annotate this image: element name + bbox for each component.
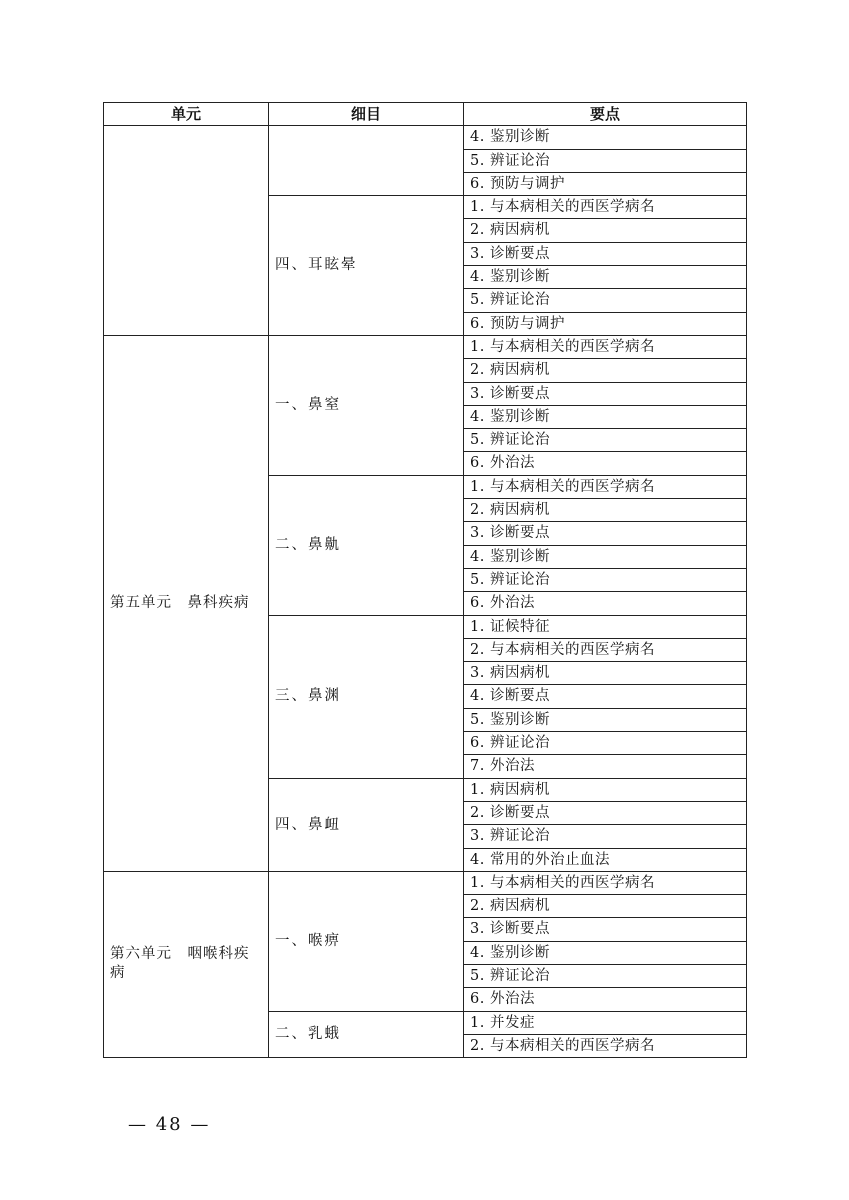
point-cell: 5. 辨证论治 — [464, 429, 747, 452]
point-cell: 3. 诊断要点 — [464, 242, 747, 265]
point-cell: 1. 与本病相关的西医学病名 — [464, 196, 747, 219]
point-cell: 3. 病因病机 — [464, 662, 747, 685]
point-cell: 4. 鉴别诊断 — [464, 266, 747, 289]
header-unit: 单元 — [104, 103, 269, 126]
point-cell: 1. 与本病相关的西医学病名 — [464, 871, 747, 894]
unit-cell: 第五单元 鼻科疾病 — [104, 335, 269, 871]
point-cell: 4. 鉴别诊断 — [464, 405, 747, 428]
point-cell: 6. 外治法 — [464, 592, 747, 615]
point-cell: 2. 病因病机 — [464, 219, 747, 242]
point-cell: 2. 与本病相关的西医学病名 — [464, 638, 747, 661]
unit-cell: 第六单元 咽喉科疾病 — [104, 871, 269, 1057]
point-cell: 1. 并发症 — [464, 1011, 747, 1034]
item-cell: 二、乳蛾 — [269, 1011, 464, 1058]
point-cell: 3. 诊断要点 — [464, 918, 747, 941]
point-cell: 6. 辨证论治 — [464, 732, 747, 755]
item-cell: 二、鼻鼽 — [269, 475, 464, 615]
point-cell: 6. 外治法 — [464, 452, 747, 475]
point-cell: 4. 鉴别诊断 — [464, 126, 747, 149]
item-cell — [269, 126, 464, 196]
point-cell: 5. 辨证论治 — [464, 289, 747, 312]
point-cell: 2. 诊断要点 — [464, 801, 747, 824]
point-cell: 6. 外治法 — [464, 988, 747, 1011]
table-row — [104, 871, 747, 894]
point-cell: 2. 病因病机 — [464, 499, 747, 522]
point-cell: 1. 病因病机 — [464, 778, 747, 801]
point-cell: 4. 常用的外治止血法 — [464, 848, 747, 871]
point-cell: 6. 预防与调护 — [464, 312, 747, 335]
table-row — [104, 126, 747, 149]
table-header-row — [104, 103, 747, 126]
point-cell: 5. 鉴别诊断 — [464, 708, 747, 731]
syllabus-table — [103, 102, 747, 1058]
point-cell: 3. 诊断要点 — [464, 522, 747, 545]
point-cell: 3. 诊断要点 — [464, 382, 747, 405]
point-cell: 5. 辨证论治 — [464, 568, 747, 591]
point-cell: 3. 辨证论治 — [464, 825, 747, 848]
point-cell: 4. 鉴别诊断 — [464, 545, 747, 568]
point-cell: 1. 与本病相关的西医学病名 — [464, 475, 747, 498]
item-cell: 一、鼻窒 — [269, 335, 464, 475]
point-cell: 2. 病因病机 — [464, 359, 747, 382]
point-cell: 5. 辨证论治 — [464, 964, 747, 987]
point-cell: 4. 鉴别诊断 — [464, 941, 747, 964]
item-cell: 四、鼻衄 — [269, 778, 464, 871]
point-cell: 1. 证候特征 — [464, 615, 747, 638]
point-cell: 2. 病因病机 — [464, 895, 747, 918]
page-number: — 48 — — [128, 1114, 211, 1135]
point-cell: 6. 预防与调护 — [464, 172, 747, 195]
point-cell: 4. 诊断要点 — [464, 685, 747, 708]
point-cell: 2. 与本病相关的西医学病名 — [464, 1034, 747, 1057]
header-item: 细目 — [269, 103, 464, 126]
item-cell: 一、喉痹 — [269, 871, 464, 1011]
unit-cell — [104, 126, 269, 336]
item-cell: 三、鼻渊 — [269, 615, 464, 778]
point-cell: 5. 辨证论治 — [464, 149, 747, 172]
header-point: 要点 — [464, 103, 747, 126]
table-body — [104, 126, 747, 1058]
point-cell: 7. 外治法 — [464, 755, 747, 778]
table-row — [104, 335, 747, 358]
item-cell: 四、耳眩晕 — [269, 196, 464, 336]
point-cell: 1. 与本病相关的西医学病名 — [464, 335, 747, 358]
